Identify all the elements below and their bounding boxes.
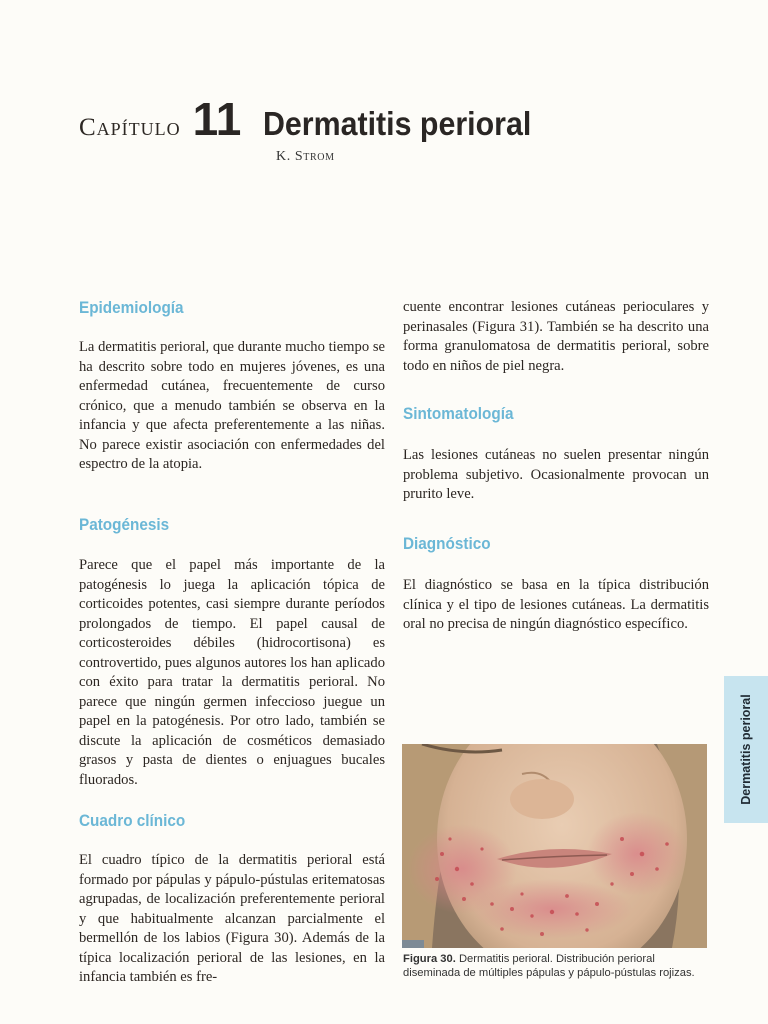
text-sintomatologia: Las lesiones cutáneas no suelen presentar ningún problema subjetivo. Ocasionalmente provocan un prurito leve. [403, 447, 709, 502]
heading-cuadro-clinico: Cuadro clínico [79, 811, 186, 830]
side-tab-label: Dermatitis perioral [739, 694, 753, 805]
text-epidemiologia: La dermatitis perioral, que durante mucho tiempo se ha descrito sobre todo en mujeres jóvenes, es una enfermedad cutánea, frecuentemente de curso crónico, que a menudo también se observa en la infancia y que afecta preferentemente a las niñas. No parece existir asociación con enfermedades del espectro de la atopia. [79, 339, 385, 472]
text-cuadro-clinico-continuation: cuente encontrar lesiones cutáneas perioculares y perinasales (Figura 31). También se ha descrito una forma granulomatosa de dermatitis perioral, sobre todo en niños de piel negra. [403, 299, 709, 374]
heading-diagnostico: Diagnóstico [403, 534, 491, 553]
author: K. Strom [276, 149, 335, 164]
text-diagnostico: El diagnóstico se basa en la típica distribución clínica y el tipo de lesiones cutáneas. La dermatitis oral no precisa de ningún diagnóstico específico. [403, 577, 709, 632]
heading-sintomatologia: Sintomatología [403, 404, 514, 423]
nose-tip [510, 779, 574, 819]
side-tab [724, 676, 768, 823]
figure-caption-text: Dermatitis perioral. Distribución perioral diseminada de múltiples pápulas y pápulo-pústulas rojizas. [403, 953, 695, 979]
chapter-header [79, 92, 555, 146]
text-cuadro-clinico: El cuadro típico de la dermatitis perioral está formado por pápulas y pápulo-pústulas eritematosas agrupadas, de localización preferentemente perioral y que habitualmente alcanzan parcialmente el bermellón de los labios (Figura 30). Además de la típica localización perioral de las lesiones, en la infancia también es fre- [79, 852, 385, 985]
photo-corner-mark [402, 940, 424, 948]
clinical-photo [402, 744, 707, 948]
chapter-number: 11 [192, 93, 242, 145]
figure-label: Figura 30. [403, 953, 456, 965]
heading-epidemiologia: Epidemiología [79, 298, 184, 317]
chapter-word: Capítulo [79, 114, 181, 141]
rash-chin [472, 879, 632, 939]
figure-caption [403, 952, 711, 980]
chapter-title: Dermatitis perioral [263, 105, 532, 142]
face-illustration [402, 744, 707, 948]
heading-patogenesis: Patogénesis [79, 515, 170, 534]
text-patogenesis: Parece que el papel más importante de la patogénesis lo juega la aplicación tópica de corticoides potentes, casi siempre durante períodos prolongados de tiempo. El papel causal de corticosteroides débiles (hidrocortisona) es controvertido, pues algunos autores los han aplicado con éxito para tratar la dermatitis perioral. No parece que ningún germen infeccioso juegue un papel en la patogénesis. Por otro lado, también se discute la aplicación de cosméticos demasiado grasos y pasta de dientes o enjuagues bucales fluorados. [79, 557, 385, 788]
